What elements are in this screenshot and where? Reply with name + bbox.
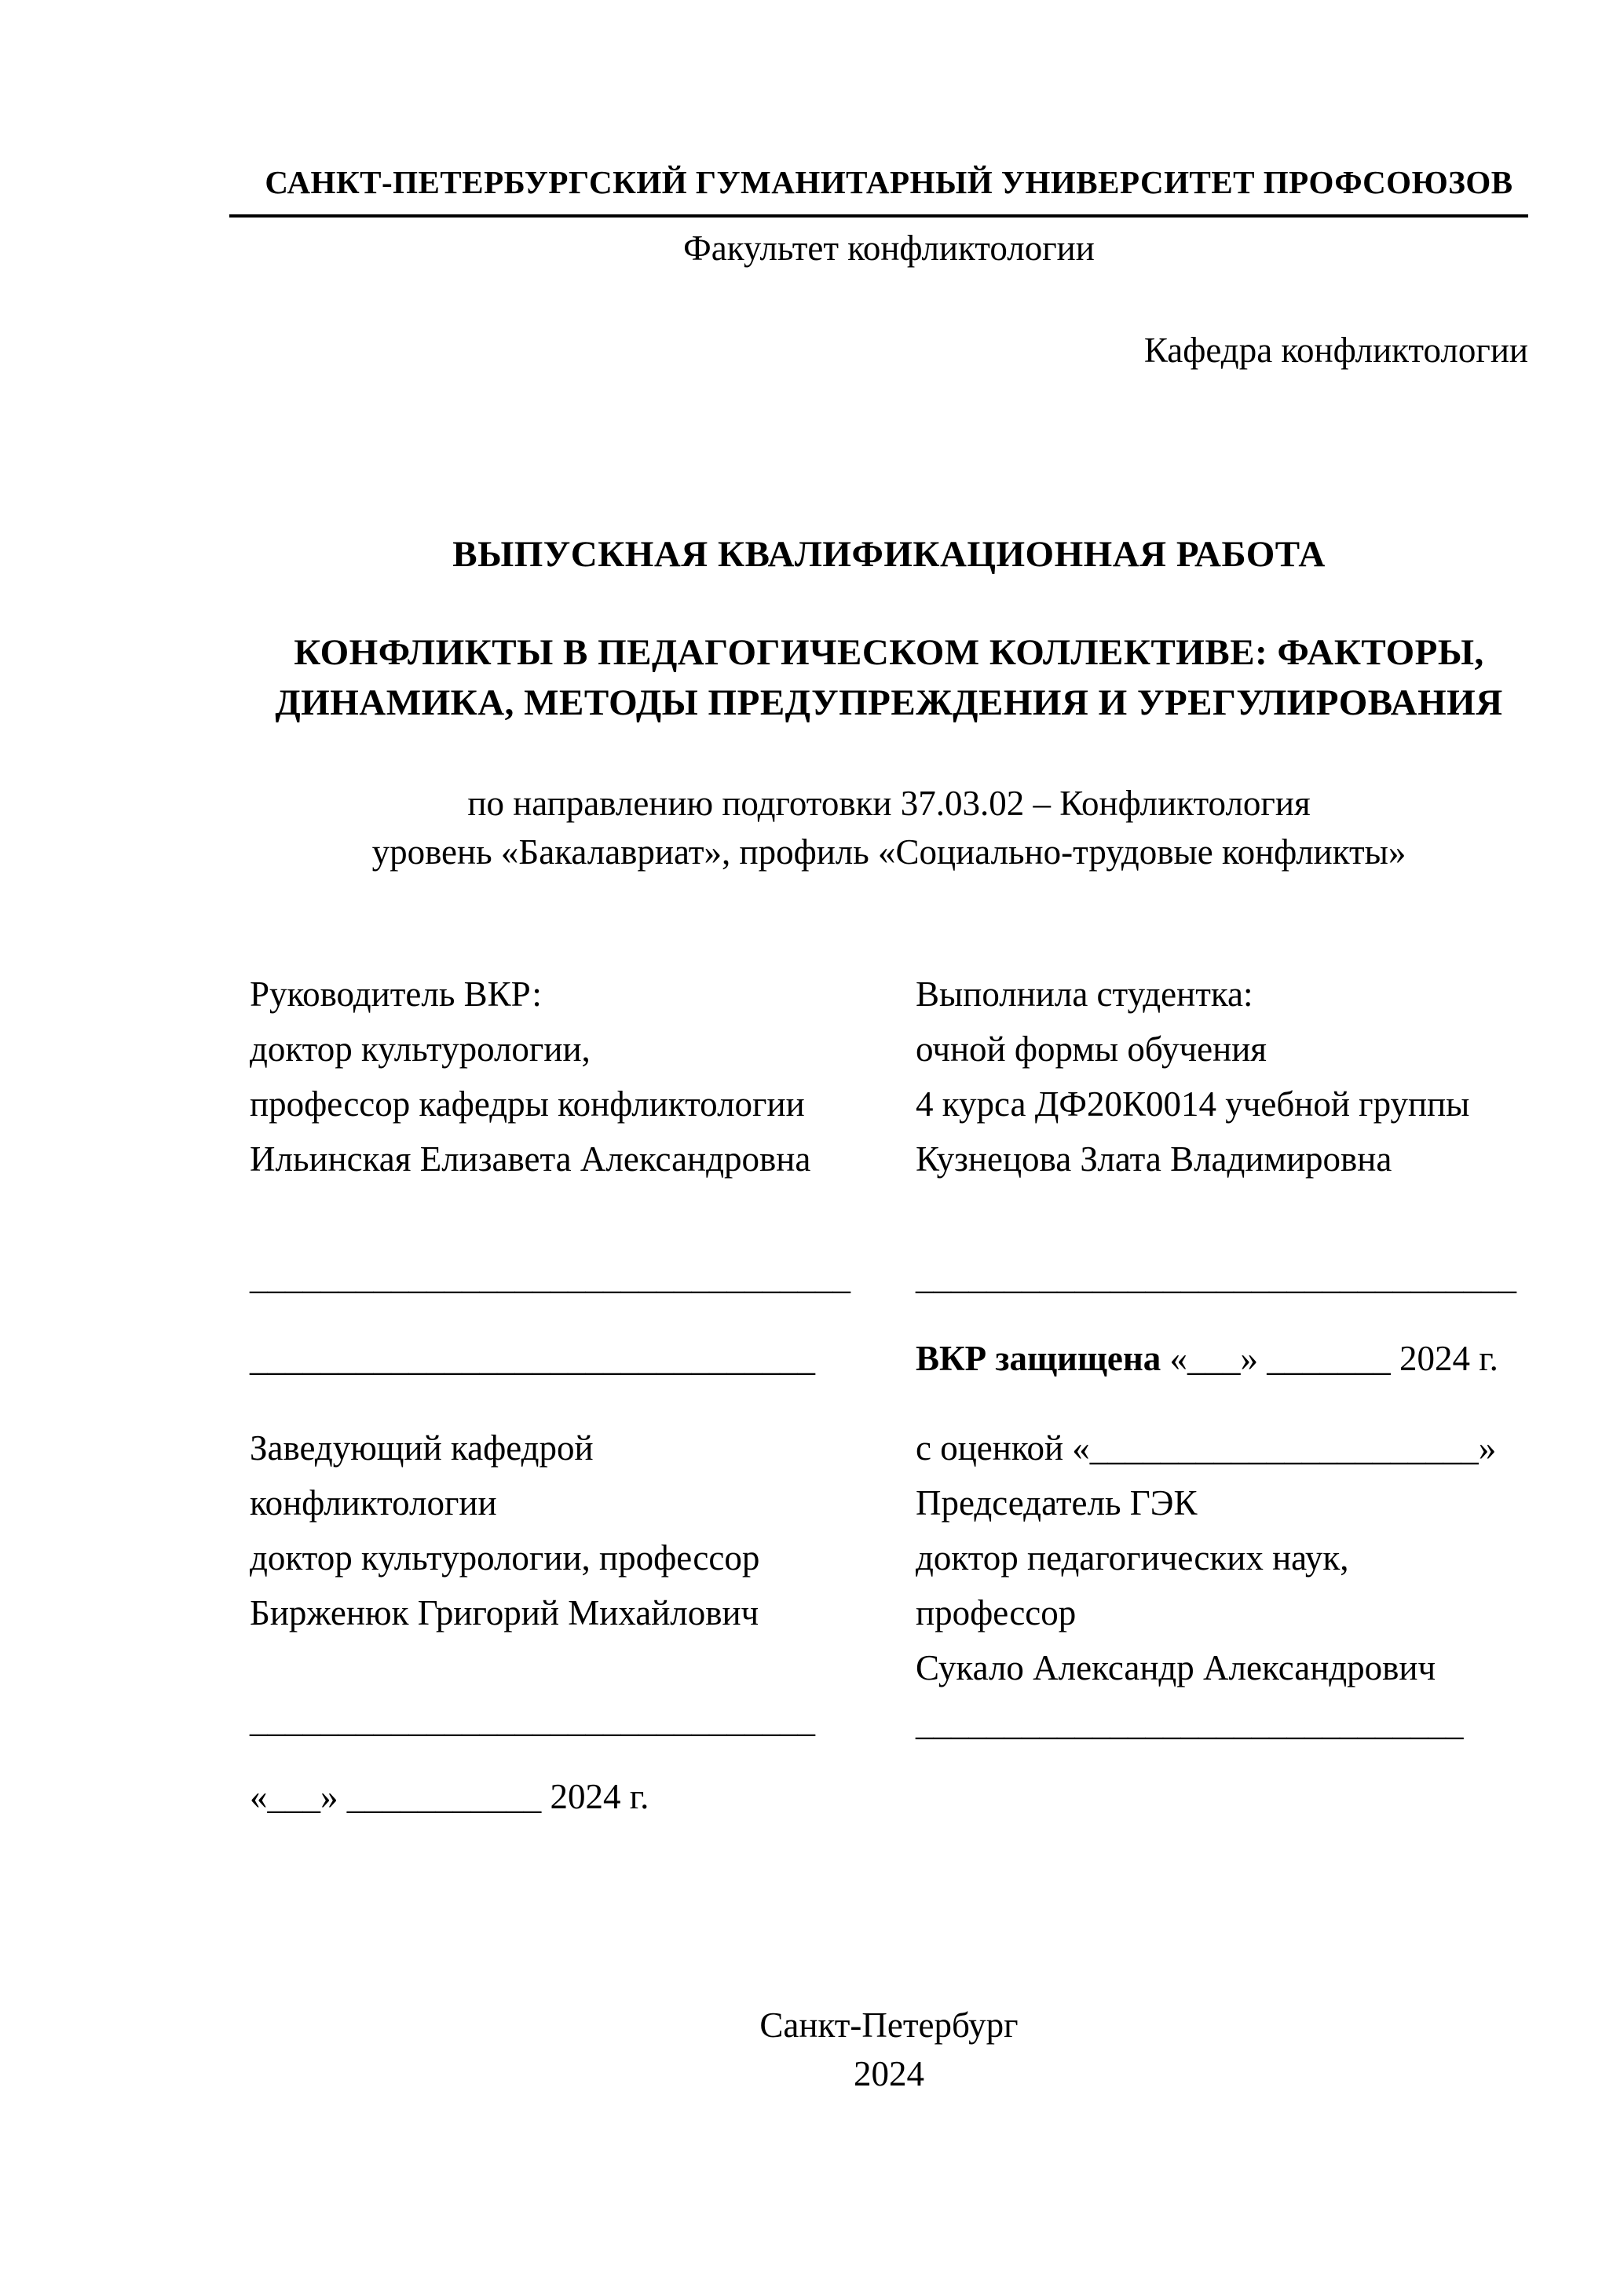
city: Санкт-Петербург	[759, 2005, 1019, 2045]
supervisor-signature-line-1: __________________________________	[250, 1257, 850, 1296]
date-blank-line: «___» ___________ 2024 г.	[250, 1777, 649, 1816]
work-type-heading: ВЫПУСКНАЯ КВАЛИФИКАЦИОННАЯ РАБОТА	[452, 534, 1326, 575]
program-direction: по направлению подготовки 37.03.02 – Конфликтология	[467, 784, 1311, 823]
gek-chair-name: Сукало Александр Александрович	[916, 1648, 1436, 1687]
defended-line	[916, 1331, 1528, 1386]
student-signature-line: __________________________________	[916, 1257, 1516, 1296]
dept-head-title-line2: конфликтологии	[250, 1483, 497, 1523]
university-name: САНКТ-ПЕТЕРБУРГСКИЙ ГУМАНИТАРНЫЙ УНИВЕРСИТЕТ ПРОФСОЮЗОВ	[229, 161, 1528, 218]
left-column	[250, 967, 916, 1824]
supervisor-degree: доктор культурологии,	[250, 1029, 591, 1069]
supervisor-signature-line-2: ________________________________	[250, 1339, 815, 1378]
dept-head-title-line1: Заведующий кафедрой	[250, 1428, 594, 1468]
department-name: Кафедра конфликтологии	[1143, 331, 1528, 370]
dept-head-signature-line: ________________________________	[250, 1700, 815, 1739]
gek-chair-signature-line: _______________________________	[916, 1703, 1464, 1742]
year: 2024	[854, 2054, 924, 2093]
department-head-block	[250, 1420, 916, 1640]
faculty-name: Факультет конфликтологии	[683, 229, 1095, 268]
signature-columns	[250, 967, 1528, 1824]
student-label: Выполнила студентка:	[916, 974, 1253, 1014]
grade-blank-line: с оценкой «______________________»	[916, 1428, 1497, 1468]
program-info	[250, 779, 1528, 876]
dept-head-name: Бирженюк Григорий Михайлович	[250, 1593, 759, 1632]
student-group: 4 курса ДФ20К0014 учебной группы	[916, 1084, 1470, 1124]
supervisor-block	[250, 967, 916, 1186]
program-level-profile: уровень «Бакалавриат», профиль «Социально-трудовые конфликты»	[371, 832, 1406, 872]
gek-chair-degree: доктор педагогических наук,	[916, 1538, 1349, 1578]
supervisor-role-label: Руководитель ВКР:	[250, 974, 542, 1014]
footer	[250, 2001, 1528, 2098]
gek-chair-label: Председатель ГЭК	[916, 1483, 1198, 1523]
supervisor-name: Ильинская Елизавета Александровна	[250, 1139, 811, 1179]
defended-date-blanks: «___» _______ 2024 г.	[1161, 1339, 1498, 1378]
student-name: Кузнецова Злата Владимировна	[916, 1139, 1392, 1179]
student-study-form: очной формы обучения	[916, 1029, 1267, 1069]
dept-head-degree: доктор культурологии, профессор	[250, 1538, 760, 1578]
student-block	[916, 967, 1528, 1186]
gek-chair-position: профессор	[916, 1593, 1077, 1632]
supervisor-position: профессор кафедры конфликтологии	[250, 1084, 805, 1124]
thesis-title: КОНФЛИКТЫ В ПЕДАГОГИЧЕСКОМ КОЛЛЕКТИВЕ: ФАКТОРЫ, ДИНАМИКА, МЕТОДЫ ПРЕДУПРЕЖДЕНИЯ И УРЕГУЛИРОВАНИЯ	[275, 632, 1503, 723]
committee-chair-block	[916, 1475, 1528, 1695]
right-column	[916, 967, 1528, 1824]
defended-label: ВКР защищена	[916, 1339, 1161, 1378]
